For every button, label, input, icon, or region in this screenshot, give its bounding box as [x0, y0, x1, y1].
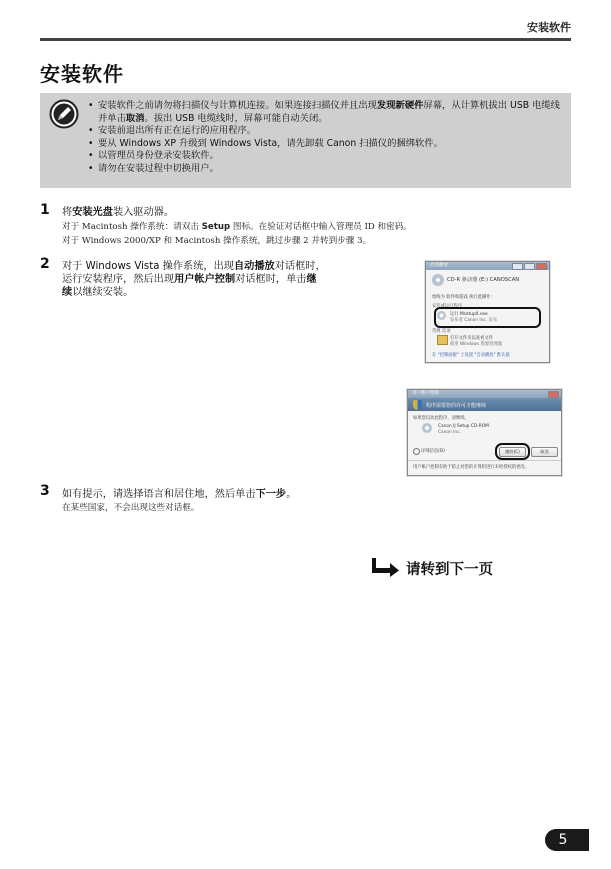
step-bold-setup: Setup: [201, 222, 231, 232]
step-bold-disc: 安装光盘: [72, 207, 113, 218]
step-text: 对话框时，: [274, 261, 326, 272]
uac-vendor: Canon Inc.: [438, 430, 461, 435]
step-1-number: 1: [40, 202, 50, 218]
note-item: [88, 100, 565, 125]
step-3-number: 3: [40, 483, 50, 499]
step-1-main: [62, 206, 174, 219]
cancel-button[interactable]: 取消: [531, 447, 558, 457]
uac-footer: 用户帐户控制有助于防止对您的计算机进行未经授权的更改。: [413, 465, 530, 470]
note-item: [88, 125, 565, 138]
window-buttons: [512, 263, 547, 270]
step-2-main: [62, 260, 326, 299]
dialog-title: 用户帐户控制: [412, 391, 439, 396]
header-section-label: 安装软件: [527, 21, 571, 34]
general-options-header: 常规 选项: [432, 329, 451, 334]
dialog-title: 自动播放: [430, 263, 448, 268]
folder-icon: [437, 335, 448, 345]
open-folder-option[interactable]: 打开文件夹以查看文件: [450, 336, 493, 341]
step-text: 运行安装程序，然后出现: [62, 274, 175, 285]
note-text: 屏幕，从计算机拔出 USB 电缆线并单击: [98, 100, 560, 124]
step-bold-continue: 继: [306, 274, 317, 285]
install-header: 安装或运行程序: [432, 304, 463, 309]
note-pencil-icon: [49, 99, 79, 129]
bullet: •: [88, 150, 94, 162]
open-folder-sub: 使用 Windows 资源管理器: [450, 342, 502, 347]
close-icon: [536, 263, 547, 270]
step-2-line-3: [62, 286, 326, 299]
dialog-titlebar: [426, 262, 549, 270]
drive-label: CD-R 驱动器 (E:) CANOSCAN: [447, 277, 520, 283]
step-2-number: 2: [40, 256, 50, 272]
bullet: •: [88, 137, 94, 149]
step-text: 对于 Macintosh 操作系统：请双击: [62, 222, 202, 232]
publisher: 发布者 Canon Inc. 发布: [450, 318, 498, 323]
autoplay-defaults-link[interactable]: 在 "控制面板" 上设置 "自动播放" 默认值: [432, 353, 510, 358]
close-icon: [548, 391, 559, 398]
run-option: 运行 MsetupX.exe: [450, 312, 488, 317]
step-text: 如有提示，请选择语言和居住地，然后单击: [62, 489, 256, 500]
program-icon: [422, 423, 432, 433]
note-item: [88, 138, 565, 151]
shield-icon: [413, 400, 422, 410]
step-text: 对于 Windows Vista 操作系统，出现: [62, 261, 234, 272]
note-list: [88, 100, 565, 176]
step-text: 。: [286, 489, 297, 500]
note-bold-new-hardware: 发现新硬件: [376, 100, 424, 111]
step-3-sub-line-1: 在某些国家，不会出现这些对话框。: [62, 503, 200, 513]
note-text: 请勿在安装过程中切换用户。: [98, 162, 219, 174]
uac-info: 如果您启动此程序，请继续。: [413, 416, 469, 421]
turn-arrow-icon: [370, 557, 400, 577]
bullet: •: [88, 100, 94, 111]
details-toggle[interactable]: 详细信息(D): [421, 449, 445, 454]
note-bold-cancel: 取消: [125, 112, 145, 124]
always-do-checkbox: 始终为 软件和游戏 执行此操作：: [432, 295, 495, 300]
step-2-line-1: [62, 260, 326, 273]
bullet: •: [88, 125, 94, 137]
uac-program-name: Canon IJ Setup CD-ROM: [438, 424, 489, 429]
step-text: 装入驱动器。: [112, 207, 175, 218]
step-1-sub-line-2: 对于 Windows 2000/XP 和 Macintosh 操作系统，跳过步骤 2 并转到步骤 3。: [62, 236, 372, 246]
step-3-main: [62, 488, 296, 501]
continue-highlight: [495, 443, 530, 460]
header-rule: [40, 38, 571, 41]
step-text: 对话框时，单击: [235, 274, 307, 285]
page-number: 5: [558, 832, 568, 848]
step-bold-continue: 续: [62, 287, 73, 298]
autoplay-dialog-screenshot: [425, 261, 550, 363]
step-text: 将: [62, 207, 73, 218]
step-text: 图标。在验证对话框中输入管理员 ID 和密码。: [230, 222, 412, 232]
chevron-down-icon: [413, 448, 420, 455]
dialog-titlebar: [408, 390, 561, 398]
step-bold-uac: 用户帐户控制: [174, 274, 236, 285]
next-page-label: 请转到下一页: [406, 562, 493, 578]
note-item: [88, 163, 565, 176]
note-box: [40, 93, 571, 188]
window-buttons: [548, 391, 559, 398]
step-text: 以继续安装。: [72, 287, 134, 298]
uac-banner-text: 程序需要您的许可才能继续: [426, 403, 487, 409]
note-text: 以管理员身份登录安装软件。: [98, 150, 219, 162]
run-option-highlight[interactable]: [434, 307, 541, 328]
step-2-line-2: [62, 273, 326, 286]
step-bold-next: 下一步: [255, 489, 287, 500]
uac-dialog-screenshot: [407, 389, 562, 476]
note-text: 安装软件之前请勿将扫描仪与计算机连接。如果连接扫描仪并且出现: [98, 100, 377, 111]
cd-drive-icon: [432, 274, 444, 286]
divider: [408, 460, 561, 461]
note-text: 。拔出 USB 电缆线时，屏幕可能自动关闭。: [144, 112, 328, 124]
page-number-badge: [545, 829, 589, 851]
maximize-icon: [524, 263, 535, 270]
note-text: 安装前退出所有正在运行的应用程序。: [98, 125, 257, 137]
step-1-sub-line-1: [62, 221, 412, 234]
continue-button[interactable]: 继续(C): [499, 447, 526, 457]
step-bold-autoplay: 自动播放: [234, 261, 275, 272]
page-title: 安装软件: [40, 62, 124, 86]
bullet: •: [88, 162, 94, 174]
note-item: [88, 150, 565, 163]
note-text: 要从 Windows XP 升级到 Windows Vista，请先卸载 Canon 扫描仪的捆绑软件。: [98, 137, 443, 149]
minimize-icon: [512, 263, 523, 270]
